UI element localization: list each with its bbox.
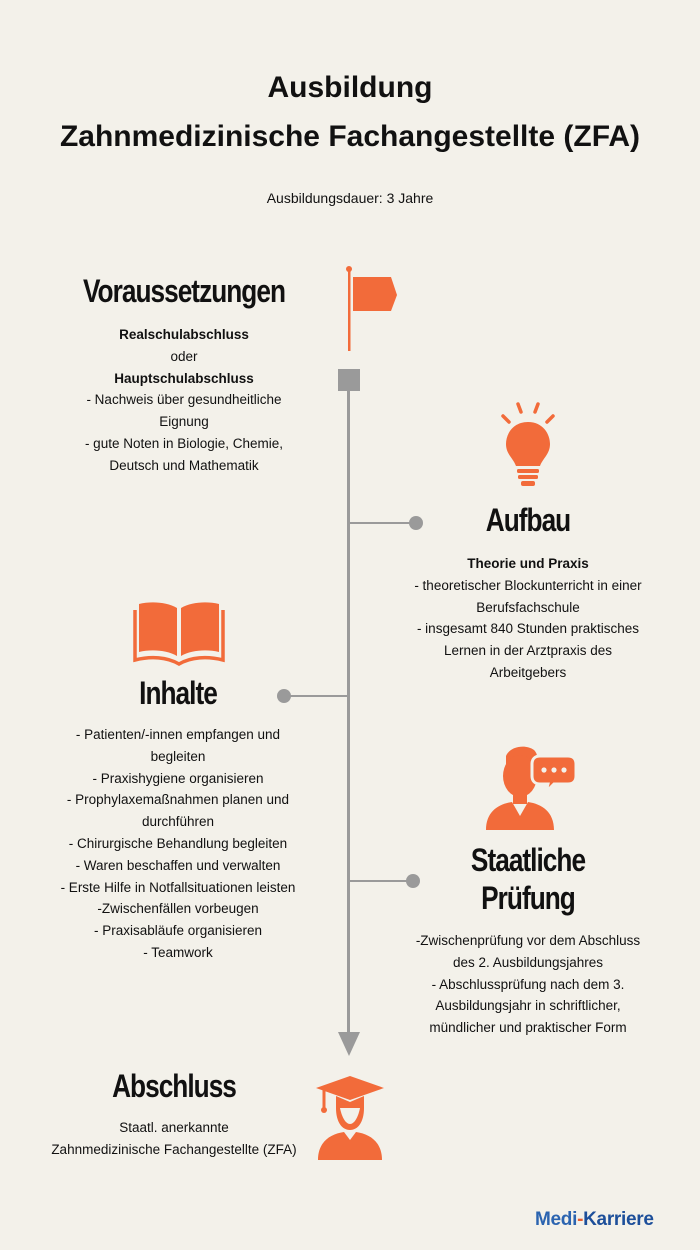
branch-pruefung [349, 880, 409, 882]
line: oder [170, 348, 198, 364]
line: - Chirurgische Behandlung begleiten [68, 835, 288, 851]
line: - Abschlussprüfung nach dem 3. [431, 976, 625, 992]
logo-part2: Karriere [583, 1209, 654, 1230]
line: - Patienten/-innen empfangen und [75, 727, 281, 742]
heading-abschluss: Abschluss [112, 1068, 236, 1104]
line: Ausbildungsjahr in schriftlicher, [435, 998, 621, 1014]
line: - Waren beschaffen und verwalten [75, 857, 281, 873]
line: Arbeitgebers [489, 664, 567, 680]
medi-karriere-logo [535, 1209, 654, 1231]
book-icon [133, 600, 225, 666]
line: Deutsch und Mathematik [109, 457, 259, 473]
text-pruefung [378, 930, 678, 1039]
timeline-arrow-icon [337, 1032, 361, 1058]
duration-text: Ausbildungsdauer: 3 Jahre [266, 190, 434, 206]
line: - Prophylaxemaßnahmen planen und [66, 792, 290, 808]
line: Hauptschulabschluss [114, 370, 254, 386]
line: Eignung [159, 414, 209, 430]
timeline-start-square [338, 369, 360, 391]
timeline-line [347, 385, 350, 1035]
line: durchführen [141, 814, 215, 830]
text-voraussetzungen [34, 324, 334, 477]
line: Staatl. anerkannte [119, 1120, 229, 1135]
line: - Nachweis über gesundheitliche [86, 392, 282, 408]
line: Theorie und Praxis [467, 556, 589, 571]
line: - theoretischer Blockunterricht in einer [414, 577, 642, 593]
branch-aufbau [349, 522, 411, 524]
heading-voraussetzungen: Voraussetzungen [82, 273, 286, 309]
text-aufbau [378, 553, 678, 684]
graduate-icon [314, 1074, 386, 1162]
line: Berufsfachschule [476, 599, 580, 615]
heading-aufbau: Aufbau [485, 502, 571, 538]
line: - Praxishygiene organisieren [92, 770, 264, 786]
person-speech-icon [482, 742, 578, 832]
line: begleiten [150, 748, 206, 764]
page-title-line2: Zahnmedizinische Fachangestellte (ZFA) [59, 120, 641, 153]
line: - Praxisabläufe organisieren [93, 923, 263, 939]
heading-inhalte: Inhalte [139, 675, 217, 711]
line: - gute Noten in Biologie, Chemie, [84, 435, 284, 451]
line: -Zwischenprüfung vor dem Abschluss [415, 933, 641, 948]
page-title-line1: Ausbildung [267, 71, 433, 104]
heading-pruefung-line2: Prüfung [481, 880, 575, 916]
flag-icon [343, 265, 403, 355]
line: -Zwischenfällen vorbeugen [97, 901, 259, 917]
line: - Teamwork [143, 944, 213, 960]
heading-pruefung-line1: Staatliche [470, 842, 586, 878]
line: des 2. Ausbildungsjahres [452, 954, 604, 970]
line: Realschulabschluss [119, 327, 249, 342]
logo-dash: - [577, 1209, 584, 1230]
line: Zahnmedizinische Fachangestellte (ZFA) [51, 1141, 297, 1157]
line: - Erste Hilfe in Notfallsituationen leisten [60, 879, 296, 895]
text-inhalte [28, 724, 328, 964]
logo-part1: Medi [535, 1209, 578, 1230]
line: Lernen in der Arztpraxis des [443, 643, 613, 659]
line: mündlicher und praktischer Form [429, 1020, 627, 1036]
text-abschluss [24, 1117, 324, 1161]
line: - insgesamt 840 Stunden praktisches [416, 621, 640, 637]
lightbulb-icon [497, 400, 559, 492]
